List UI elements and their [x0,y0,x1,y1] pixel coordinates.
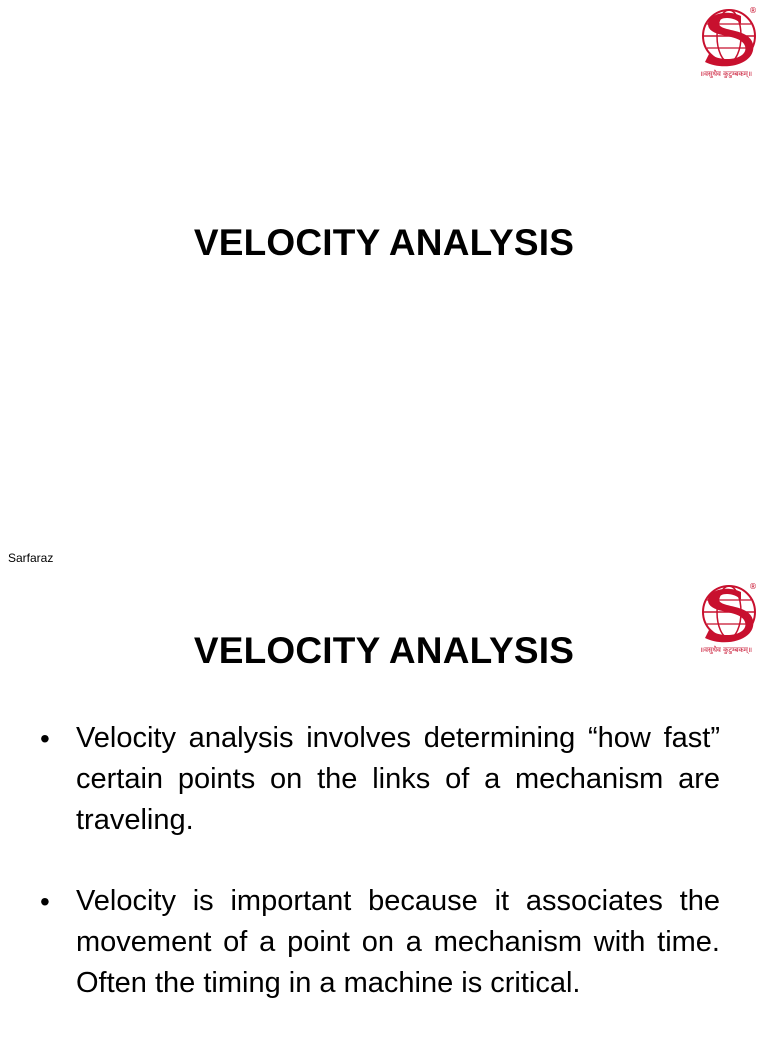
bullet-text: Velocity is important because it associates the movement of a point on a mechanism with time. Often the timing in a machine is critical. [76,885,720,999]
logo-caption: ॥वसुधैव कुटुम्बकम्॥ [699,646,753,654]
list-item [40,881,720,1004]
logo-caption: ॥वसुधैव कुटुम्बकम्॥ [699,70,753,78]
bullet-marker: • [40,886,50,917]
list-item [40,718,720,841]
page-title: VELOCITY ANALYSIS [193,222,575,263]
logo [695,4,757,84]
slide-title: VELOCITY ANALYSIS [193,630,575,671]
author-name: Sarfaraz [8,551,54,565]
bullet-list [40,718,720,1044]
s-globe-logo-icon [695,4,757,70]
bullet-marker: • [40,723,50,754]
bullet-text: Velocity analysis involves determining “how fast” certain points on the links of a mechanism are traveling. [76,722,720,836]
registered-mark: ® [749,582,757,591]
registered-mark: ® [749,6,757,15]
